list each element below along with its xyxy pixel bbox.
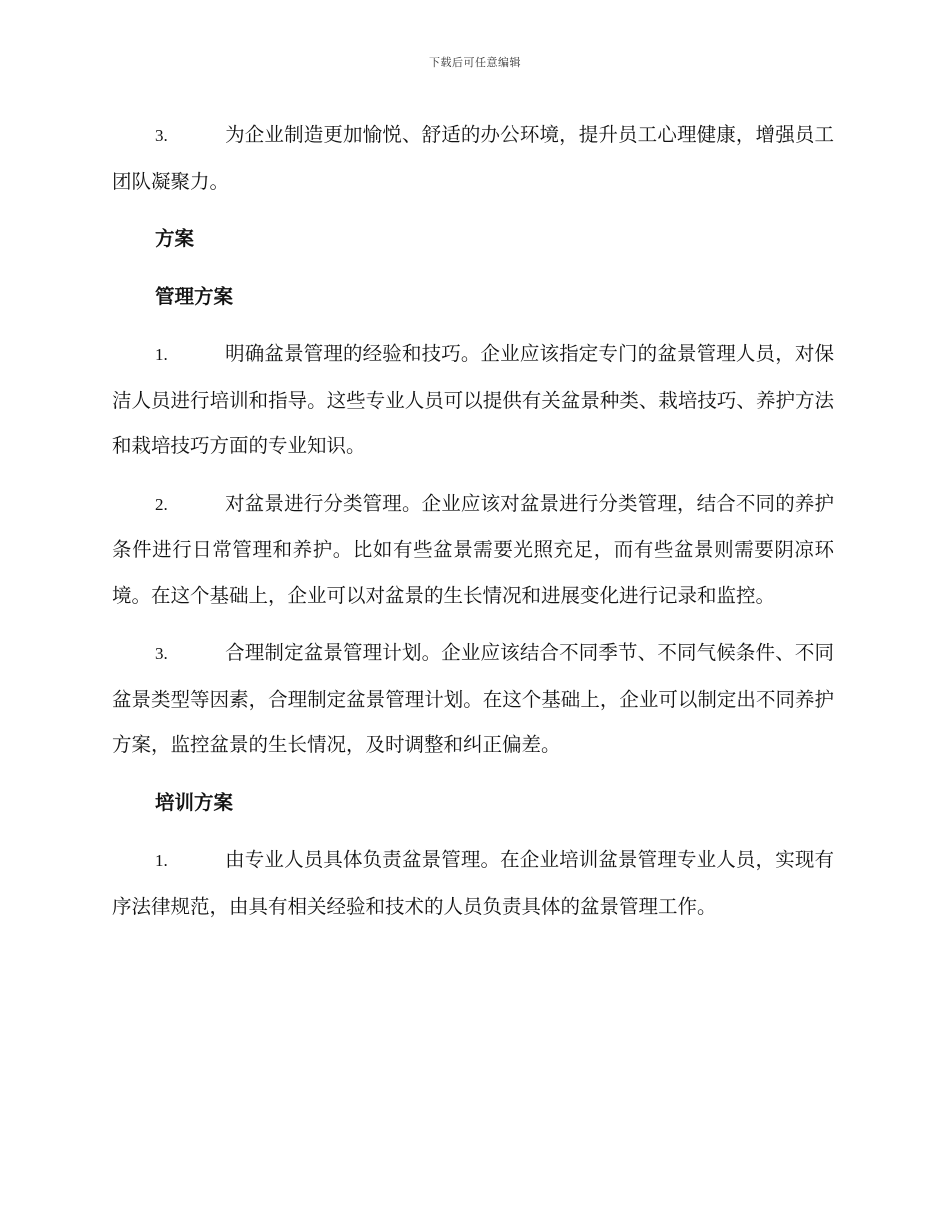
list-number: 1. — [155, 851, 168, 870]
paragraph-text: 明确盆景管理的经验和技巧。企业应该指定专门的盆景管理人员，对保洁人员进行培训和指导。这些专业人员可以提供有关盆景种类、栽培技巧、养护方法和栽培技巧方面的专业知识。 — [112, 342, 834, 457]
section-heading-training-plan: 培训方案 — [155, 790, 234, 814]
paragraph-text: 合理制定盆景管理计划。企业应该结合不同季节、不同气候条件、不同盆景类型等因素，合理制定盆景管理计划。在这个基础上，企业可以制定出不同养护方案，监控盆景的生长情况，及时调整和纠正偏差。 — [112, 641, 834, 756]
list-item-3-goal — [112, 112, 834, 204]
list-item-3-management — [112, 630, 834, 768]
document-body — [112, 112, 834, 941]
list-number: 2. — [155, 494, 168, 514]
section-heading-management-plan: 管理方案 — [155, 284, 234, 308]
list-item-1-management — [112, 331, 834, 469]
list-number: 1. — [155, 345, 168, 364]
paragraph-text: 对盆景进行分类管理。企业应该对盆景进行分类管理，结合不同的养护条件进行日常管理和养护。比如有些盆景需要光照充足，而有些盆景则需要阴凉环境。在这个基础上，企业可以对盆景的生长情况和进展变化进行记录和监控。 — [112, 491, 834, 607]
list-item-1-training — [112, 837, 834, 929]
paragraph-text: 为企业制造更加愉悦、舒适的办公环境，提升员工心理健康，增强员工团队凝聚力。 — [112, 123, 834, 193]
paragraph-text: 由专业人员具体负责盆景管理。在企业培训盆景管理专业人员，实现有序法律规范，由具有相关经验和技术的人员负责具体的盆景管理工作。 — [112, 848, 834, 918]
page-header-note: 下载后可任意编辑 — [429, 56, 521, 69]
list-number: 3. — [155, 644, 168, 663]
list-number: 3. — [155, 126, 168, 145]
list-item-2-management — [112, 481, 834, 619]
section-heading-plan: 方案 — [155, 227, 195, 250]
